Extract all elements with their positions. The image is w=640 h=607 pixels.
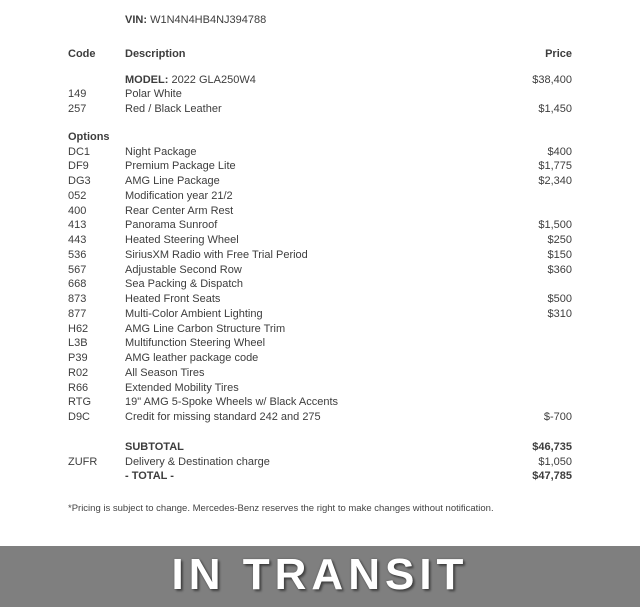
row-description: Night Package (125, 145, 197, 158)
row-description: 19" AMG 5-Spoke Wheels w/ Black Accents (125, 396, 338, 409)
row-code: DF9 (68, 160, 89, 173)
row-code: 149 (68, 88, 87, 101)
row-description: Sea Packing & Dispatch (125, 278, 244, 291)
row-price: $360 (547, 263, 572, 276)
row-price: $38,400 (532, 73, 572, 86)
options-section-header: Options (68, 130, 110, 143)
row-code: DG3 (68, 175, 91, 187)
row-price: $1,775 (538, 160, 572, 173)
row-code: 413 (68, 219, 87, 232)
vin-text (125, 13, 452, 28)
row-description: Polar White (125, 88, 182, 101)
row-code: L3B (68, 337, 88, 350)
table-section (68, 440, 572, 484)
table-row (68, 395, 572, 410)
row-description: Red / Black Leather (125, 103, 222, 115)
row-price: $46,735 (532, 440, 572, 453)
in-transit-banner (0, 546, 640, 607)
row-description: AMG Line Carbon Structure Trim (125, 322, 286, 335)
table-row (68, 204, 572, 219)
row-code: ZUFR (68, 455, 98, 468)
row-description: Rear Center Arm Rest (125, 204, 234, 217)
table-row (68, 336, 572, 351)
table-row (68, 292, 572, 307)
row-description: Panorama Sunroof (125, 219, 218, 232)
row-price (452, 189, 572, 204)
row-description: Multifunction Steering Wheel (125, 337, 266, 350)
row-description: SiriusXM Radio with Free Trial Period (125, 248, 308, 261)
row-price: $1,500 (538, 219, 572, 232)
row-code: DC1 (68, 145, 91, 158)
row-description: Heated Front Seats (125, 293, 221, 305)
table-row (68, 145, 572, 160)
row-code: 877 (68, 307, 87, 320)
row-description: All Season Tires (125, 366, 205, 379)
row-price: $1,450 (538, 103, 572, 115)
row-code: 052 (68, 189, 87, 202)
row-code: 257 (68, 103, 87, 115)
row-price (452, 351, 572, 366)
row-price: $150 (547, 248, 572, 261)
vin-price-spacer (452, 13, 572, 28)
row-description: MODEL: 2022 GLA250W4 (125, 73, 256, 86)
table-row (68, 322, 572, 337)
row-code (68, 469, 125, 484)
row-description: - TOTAL - (125, 470, 174, 483)
table-row (68, 102, 572, 117)
row-code: R66 (68, 381, 89, 394)
row-code: 873 (68, 293, 87, 305)
column-header-price: Price (545, 47, 572, 60)
pricing-footnote: *Pricing is subject to change. Mercedes-Benz reserves the right to make changes without notification. (68, 503, 494, 514)
row-description: AMG Line Package (125, 175, 220, 187)
row-code: H62 (68, 322, 89, 335)
row-code: D9C (68, 411, 91, 423)
table-row (68, 351, 572, 366)
table-row (68, 233, 572, 248)
row-description: Heated Steering Wheel (125, 234, 239, 246)
row-code: 536 (68, 248, 87, 261)
column-header-description: Description (125, 47, 186, 60)
row-price: $250 (547, 234, 572, 246)
row-price: $1,050 (538, 455, 572, 468)
table-row (68, 455, 572, 470)
table-header-row (68, 47, 572, 62)
row-description: Multi-Color Ambient Lighting (125, 307, 263, 320)
row-code (68, 440, 125, 455)
vin-row (68, 13, 572, 28)
row-description: Adjustable Second Row (125, 263, 242, 276)
row-code (68, 73, 125, 88)
row-price (452, 322, 572, 337)
table-row (68, 73, 572, 88)
row-price (452, 395, 572, 410)
row-price (452, 87, 572, 102)
row-code: RTG (68, 396, 92, 409)
row-description: AMG leather package code (125, 352, 259, 364)
row-price (452, 204, 572, 219)
table-section (68, 73, 572, 117)
row-price (452, 277, 572, 292)
row-code: 668 (68, 278, 87, 291)
row-price: $310 (547, 307, 572, 320)
row-code: 400 (68, 204, 87, 217)
table-row (68, 277, 572, 292)
row-price (452, 366, 572, 381)
table-row (68, 87, 572, 102)
column-header-code: Code (68, 47, 96, 60)
table-row (68, 440, 572, 455)
row-price: $47,785 (532, 470, 572, 483)
table-row (68, 366, 572, 381)
row-code: R02 (68, 366, 89, 379)
row-code: 567 (68, 263, 87, 276)
row-code: 443 (68, 234, 87, 246)
table-row (68, 469, 572, 484)
row-price: $500 (547, 293, 572, 305)
table-row (68, 174, 572, 189)
row-price: $400 (547, 145, 572, 158)
vin-label: VIN: (125, 14, 147, 26)
row-description: Extended Mobility Tires (125, 381, 239, 394)
table-row (68, 410, 572, 425)
table-row (68, 248, 572, 263)
table-body (68, 73, 572, 485)
row-price: $2,340 (538, 175, 572, 187)
row-price: $-700 (543, 411, 572, 423)
table-row (68, 189, 572, 204)
vin-spacer (68, 13, 125, 28)
table-row (68, 159, 572, 174)
table-row (68, 381, 572, 396)
vin-value: W1N4N4HB4NJ394788 (150, 14, 267, 26)
table-section (68, 130, 572, 425)
row-description: Premium Package Lite (125, 160, 236, 173)
row-description: Credit for missing standard 242 and 275 (125, 411, 321, 423)
row-price (452, 381, 572, 396)
row-description: SUBTOTAL (125, 440, 184, 453)
row-price (452, 336, 572, 351)
in-transit-banner-text: IN TRANSIT (171, 549, 469, 599)
table-row (68, 263, 572, 278)
table-row (68, 218, 572, 233)
row-description: Delivery & Destination charge (125, 455, 270, 468)
table-row (68, 307, 572, 322)
row-code: P39 (68, 352, 88, 364)
row-description: Modification year 21/2 (125, 189, 233, 202)
